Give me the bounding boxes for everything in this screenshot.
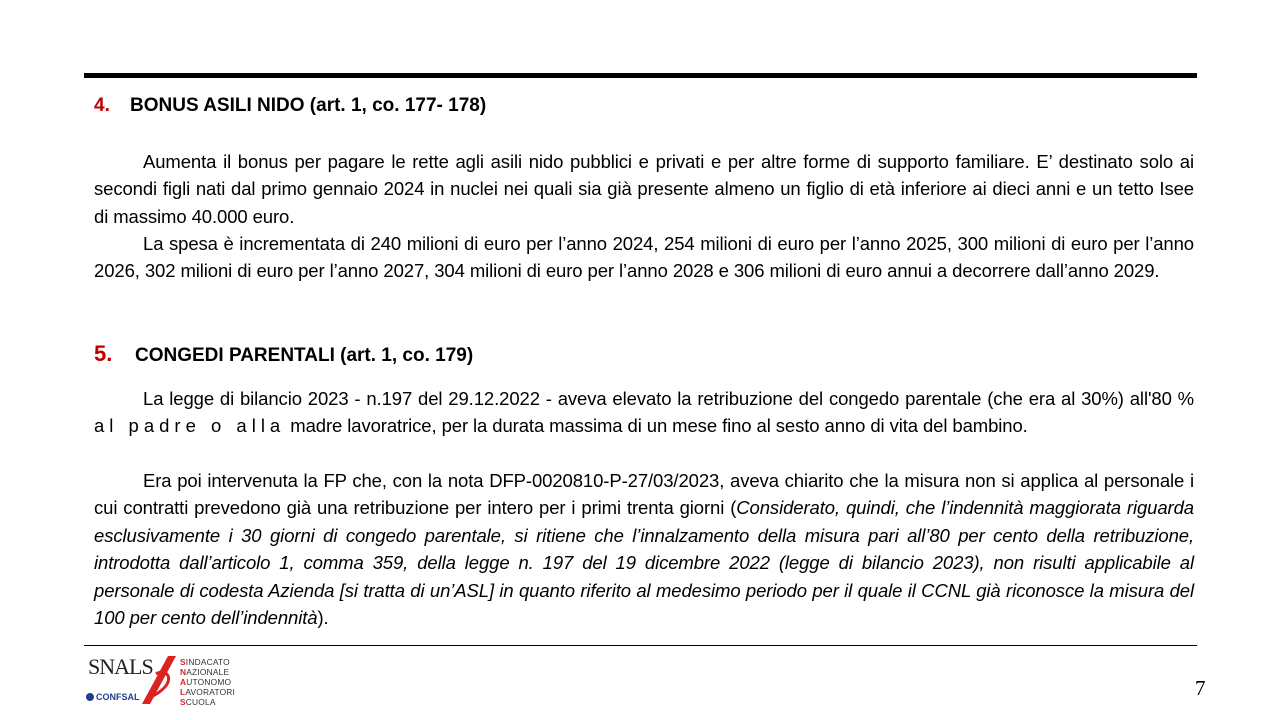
section-4-heading	[94, 94, 486, 118]
section-5-paragraph-2	[94, 467, 1194, 631]
section-5-paragraph-2-quote: Considerato, quindi, che l’indennità maggiorata riguarda esclusivamente i 30 giorni di congedo parentale, si ritiene che l’innalzamento della misura pari all’80 per cento della retribuzione, introdotta dall’articolo 1, comma 359, della legge n. 197 del 19 dicembre 2022 (legge di bilancio 2023), non risulti applicabile al personale di codesta Azienda [si tratta di un’ASL] in quanto riferito al medesimo periodo per il quale il CCNL già riconosce la misura del 100 per cento dell’indennità	[94, 497, 1194, 629]
confsal-text: CONFSAL	[96, 692, 140, 702]
acronym-line: AUTONOMO	[180, 677, 232, 687]
section-5-paragraph-1-spaced: al padre o alla	[94, 415, 286, 437]
snals-logo-text: SNALS	[88, 654, 153, 679]
section-5-paragraph-1-end: madre lavoratrice, per la durata massima di un mese fino al sesto anno di vita del bambino.	[285, 415, 1028, 437]
confsal-globe-icon	[86, 693, 94, 701]
section-5-paragraph-1	[94, 385, 1194, 440]
bottom-divider	[84, 645, 1197, 646]
section-5-paragraph-2-end: ).	[317, 607, 329, 629]
section-5-heading	[94, 342, 473, 368]
snals-logo	[86, 654, 246, 710]
acronym-line: LAVORATORI	[180, 687, 236, 697]
page-number: 7	[1195, 676, 1206, 700]
acronym-line: SINDACATO	[180, 657, 230, 667]
snals-acronym	[180, 657, 235, 707]
section-4-number: 4.	[94, 95, 110, 116]
section-4-paragraph-2: La spesa è incrementata di 240 milioni di euro per l’anno 2024, 254 milioni di euro per l’anno 2025, 300 milioni di euro per l’anno 2026, 302 milioni di euro per l’anno 2027, 304 milioni di euro per l’anno 2028 e 306 milioni di euro annui a decorrere dall’anno 2029.	[94, 233, 1194, 282]
section-4-title: BONUS ASILI NIDO (art. 1, co. 177- 178)	[130, 95, 487, 116]
snals-logo-mark	[138, 654, 180, 706]
confsal-logo	[86, 692, 140, 702]
acronym-line: NAZIONALE	[180, 667, 230, 677]
section-4-paragraph-1: Aumenta il bonus per pagare le rette agli asili nido pubblici e privati e per altre forme di supporto familiare. E’ destinato solo ai secondi figli nati dal primo gennaio 2024 in nuclei nei quali sia già presente almeno un figlio di età inferiore ai dieci anni e un tetto Isee di massimo 40.000 euro.	[94, 151, 1194, 227]
section-5-paragraph-2-start: Era poi intervenuta la FP che, con la nota DFP-0020810-P-27/03/2023, aveva chiarito che la misura non si applica al personale i cui contratti prevedono già una retribuzione per intero per i primi trenta giorni (	[94, 470, 1194, 519]
acronym-line: SCUOLA	[180, 697, 216, 707]
section-5-title: CONGEDI PARENTALI (art. 1, co. 179)	[135, 345, 474, 366]
section-5-number: 5.	[94, 341, 113, 366]
section-5-paragraph-1-start: La legge di bilancio 2023 - n.197 del 29.12.2022 - aveva elevato la retribuzione del congedo parentale (che era al 30%) all'80 %	[143, 388, 1194, 409]
top-divider	[84, 73, 1197, 78]
